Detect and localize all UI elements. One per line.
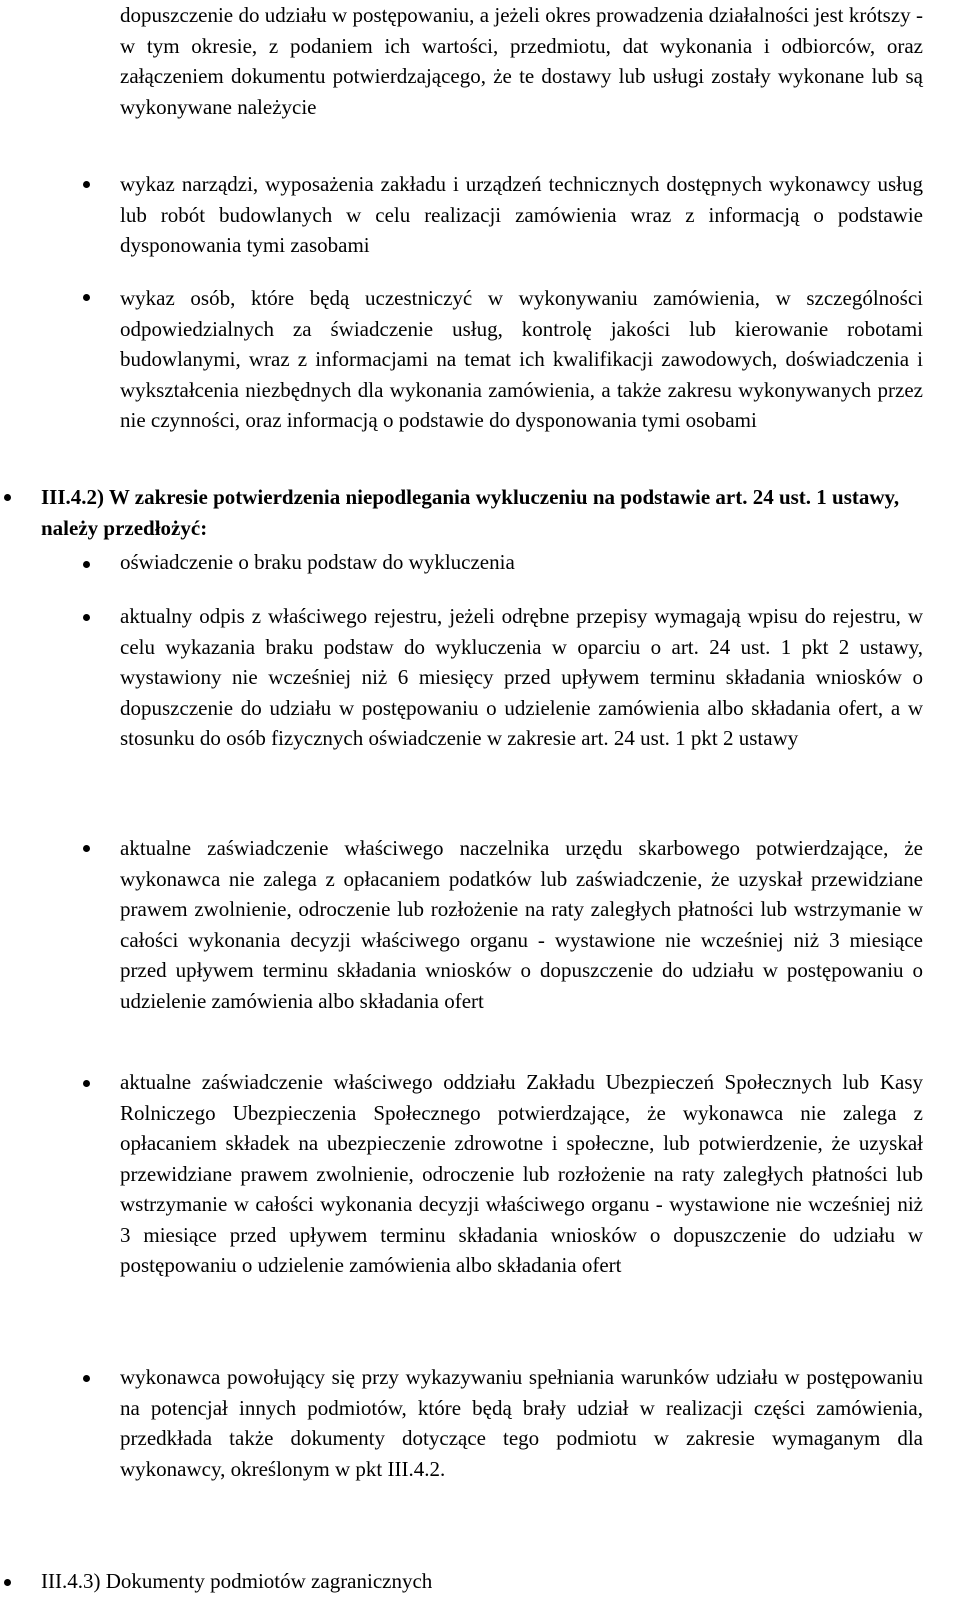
- intro-paragraph: dopuszczenie do udziału w postępowaniu, a jeżeli okres prowadzenia działalności jest krótszy - w tym okresie, z podaniem ich wartości, przedmiotu, dat wykonania i odbiorców, oraz załączeniem dokumentu potwierdzającego, że te dostawy lub usługi zostały wykonane lub są wykonywane należycie: [120, 3, 923, 119]
- bullet-icon: [4, 1579, 11, 1586]
- bullet-icon: [83, 1080, 90, 1087]
- bullet-icon: [83, 614, 90, 621]
- bullet-icon: [83, 845, 90, 852]
- list-item: wykaz osób, które będą uczestniczyć w wykonywaniu zamówienia, w szczególności odpowiedzialnych za świadczenie usług, kontrolę jakości lub kierowanie robotami budowlanymi, wraz z informacjami na temat ich kwalifikacji zawodowych, doświadczenia i wykształcenia niezbędnych dla wykonania zamówienia, a także zakresu wykonywanych przez nie czynności, oraz informacją o podstawie do dysponowania tymi osobami: [120, 286, 923, 432]
- section-heading: III.4.2) W zakresie potwierdzenia niepodlegania wykluczeniu na podstawie art. 24 ust. 1 ustawy, należy przedłożyć:: [41, 485, 900, 540]
- list-item: aktualny odpis z właściwego rejestru, jeżeli odrębne przepisy wymagają wpisu do rejestru, w celu wykazania braku podstaw do wykluczenia w oparciu o art. 24 ust. 1 pkt 2 ustawy, wystawiony nie wcześniej niż 6 miesięcy przed upływem terminu składania wniosków o dopuszczenie do udziału w postępowaniu o udzielenie zamówienia albo składania ofert, a w stosunku do osób fizycznych oświadczenie w zakresie art. 24 ust. 1 pkt 2 ustawy: [120, 604, 923, 750]
- list-item: aktualne zaświadczenie właściwego naczelnika urzędu skarbowego potwierdzające, że wykonawca nie zalega z opłacaniem podatków lub zaświadczenie, że uzyskał przewidziane prawem zwolnienie, odroczenie lub rozłożenie na raty zaległych płatności lub wstrzymanie w całości wykonania decyzji właściwego organu - wystawione nie wcześniej niż 3 miesiące przed upływem terminu składania wniosków o dopuszczenie do udziału w postępowaniu o udzielenie zamówienia albo składania ofert: [120, 836, 923, 1013]
- list-item: wykonawca powołujący się przy wykazywaniu spełniania warunków udziału w postępowaniu na potencjał innych podmiotów, które będą brały udział w realizacji części zamówienia, przedkłada także dokumenty dotyczące tego podmiotu w zakresie wymaganym dla wykonawcy, określonym w pkt III.4.2.: [120, 1365, 923, 1481]
- list-item: oświadczenie o braku podstaw do wykluczenia: [120, 550, 515, 574]
- bullet-icon: [4, 494, 11, 501]
- list-item: aktualne zaświadczenie właściwego oddziału Zakładu Ubezpieczeń Społecznych lub Kasy Rolniczego Ubezpieczenia Społecznego potwierdzające, że wykonawca nie zalega z opłacaniem składek na ubezpieczenie zdrowotne i społeczne, lub potwierdzenie, że uzyskał przewidziane prawem zwolnienie, odroczenie lub rozłożenie na raty zaległych płatności lub wstrzymanie w całości wykonania decyzji właściwego organu - wystawione nie wcześniej niż 3 miesiące przed upływem terminu składania wniosków o dopuszczenie do udziału w postępowaniu o udzielenie zamówienia albo składania ofert: [120, 1070, 923, 1277]
- bullet-icon: [83, 294, 90, 301]
- list-item: wykaz narządzi, wyposażenia zakładu i urządzeń technicznych dostępnych wykonawcy usług lub robót budowlanych w celu realizacji zamówienia wraz z informacją o podstawie dysponowania tymi zasobami: [120, 172, 923, 257]
- section-heading: III.4.3) Dokumenty podmiotów zagranicznych: [41, 1569, 433, 1593]
- bullet-icon: [83, 561, 90, 568]
- bullet-icon: [83, 181, 90, 188]
- bullet-icon: [83, 1375, 90, 1382]
